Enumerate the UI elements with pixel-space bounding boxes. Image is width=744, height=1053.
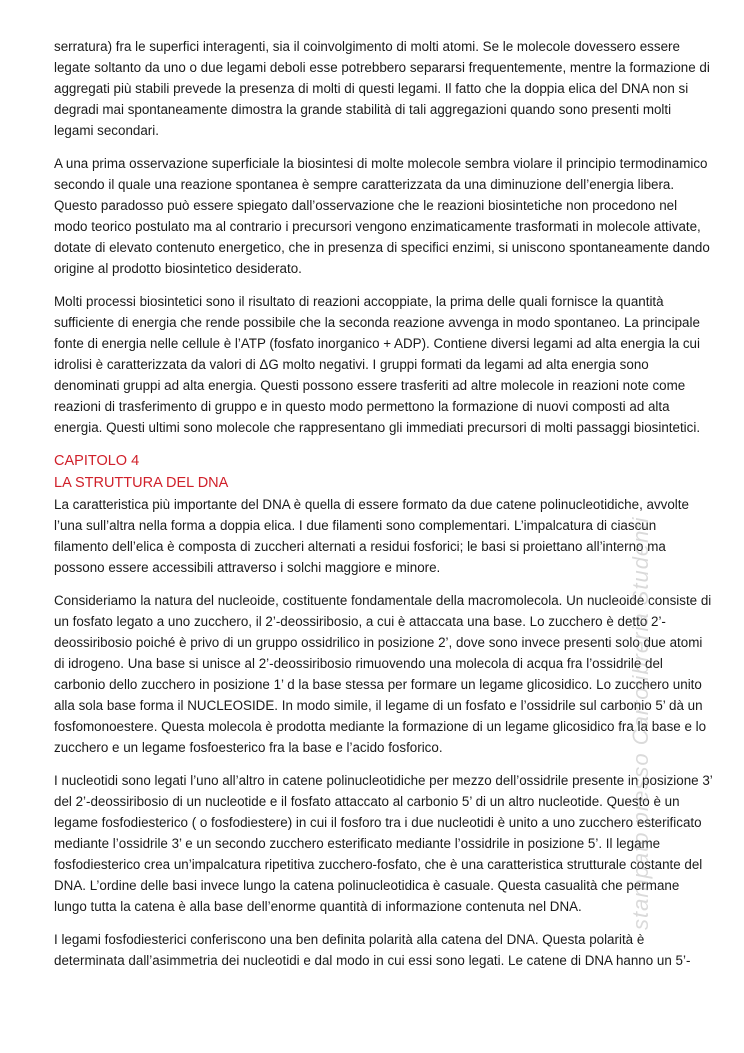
- chapter-title: LA STRUTTURA DEL DNA: [54, 475, 229, 491]
- paragraph: A una prima osservazione superficiale la biosintesi di molte molecole sembra violare il principio termodinamico secondo il quale una reazione spontanea è sempre caratterizzata da una diminuzione dell’energia libera. Questo paradosso può essere spiegato dall’osservazione che le reazioni biosintetiche non procedono nel modo teorico postulato ma al contrario i precursori vengono enzimaticamente trasformati in molecole attivate, dotate di elevato contenuto energetico, che in presenza di specifici enzimi, si uniscono spontaneamente dando origine al prodotto biosintetico desiderato.: [54, 156, 710, 276]
- paragraph: La caratteristica più importante del DNA è quella di essere formato da due catene polinucleotidiche, avvolte l’una sull’altra nella forma a doppia elica. I due filamenti sono complementari. L’impalcatura di ciascun filamento dell’elica è composta di zuccheri alternati a residui fosforici; le basi si proiettano all’interno ma possono essere accessibili attraverso i solchi maggiore e minore.: [54, 497, 689, 575]
- chapter-number: CAPITOLO 4: [54, 453, 140, 469]
- chapter-heading: [54, 450, 714, 494]
- watermark: stampato presso Cartolibreria Studenti: [628, 516, 653, 930]
- paragraph: I legami fosfodiesterici conferiscono una ben definita polarità alla catena del DNA. Questa polarità è determinata dall’asimmetria dei nucleotidi e dal modo in cui essi sono legati. Le catene di DNA hanno un 5’-: [54, 932, 691, 968]
- paragraph: I nucleotidi sono legati l’uno all’altro in catene polinucleotidiche per mezzo dell’ossidrile presente in posizione 3’ del 2’-deossiribosio di un nucleotide e il fosfato attaccato al carbonio 5’ di un altro nucleotide. Questo è un legame fosfodiesterico ( o fosfodiestere) in cui il fosforo tra i due nucleotidi è unito a uno zucchero esterificato mediante l’ossidrile 3’ e un secondo zucchero esterificato mediante l’ossidrile in posizione 5’. Il legame fosfodiesterico crea un’impalcatura ripetitiva zucchero-fosfato, che è una caratteristica strutturale costante del DNA. L’ordine delle basi invece lungo la catena polinucleotidica è casuale. Questa casualità che permane lungo tutta la catena è alla base dell’enorme quantità di informazione contenuta nel DNA.: [54, 773, 713, 914]
- document-page: [54, 36, 714, 971]
- paragraph: serratura) fra le superfici interagenti, sia il coinvolgimento di molti atomi. Se le molecole dovessero essere legate soltanto da uno o due legami deboli esse potrebbero separarsi frequentemente, mentre la formazione di aggregati più stabili prevede la presenza di molti di questi legami. Il fatto che la doppia elica del DNA non si degradi mai spontaneamente dimostra la grande stabilità di tali aggregazioni quando sono presenti molti legami secondari.: [54, 39, 710, 138]
- paragraph: Molti processi biosintetici sono il risultato di reazioni accoppiate, la prima delle quali fornisce la quantità sufficiente di energia che rende possibile che la seconda reazione avvenga in modo spontaneo. La principale fonte di energia nelle cellule è l’ATP (fosfato inorganico + ADP). Contiene diversi legami ad alta energia la cui idrolisi è caratterizzata da valori di ΔG molto negativi. I gruppi formati da legami ad alta energia sono denominati gruppi ad alta energia. Questi possono essere trasferiti ad altre molecole in reazioni note come reazioni di trasferimento di gruppo e in questo modo permettono la formazione di nuovi composti ad alta energia. Questi ultimi sono molecole che rappresentano gli immediati precursori di molti passaggi biosintetici.: [54, 294, 701, 435]
- paragraph: Consideriamo la natura del nucleoide, costituente fondamentale della macromolecola. Un nucleoide consiste di un fosfato legato a uno zucchero, il 2’-deossiribosio, a cui è attaccata una base. Lo zucchero è detto 2’-deossiribosio poiché è privo di un gruppo ossidrilico in posizione 2’, dove sono invece presenti solo due atomi di idrogeno. Una base si unisce al 2’-deossiribosio rimuovendo una molecola di acqua fra l’ossidrile del carbonio dello zucchero in posizione 1’ d la base stessa per formare un legame glicosidico. Lo zucchero unito alla sola base forma il NUCLEOSIDE. In modo simile, il legame di un fosfato e l’ossidrile sul carbonio 5’ dà un fosfomonoestere. Questa molecola è prodotta mediante la formazione di un legame glicosidico fra la base e lo zucchero e un legame fosfoesterico fra la base e l’acido fosforico.: [54, 593, 712, 755]
